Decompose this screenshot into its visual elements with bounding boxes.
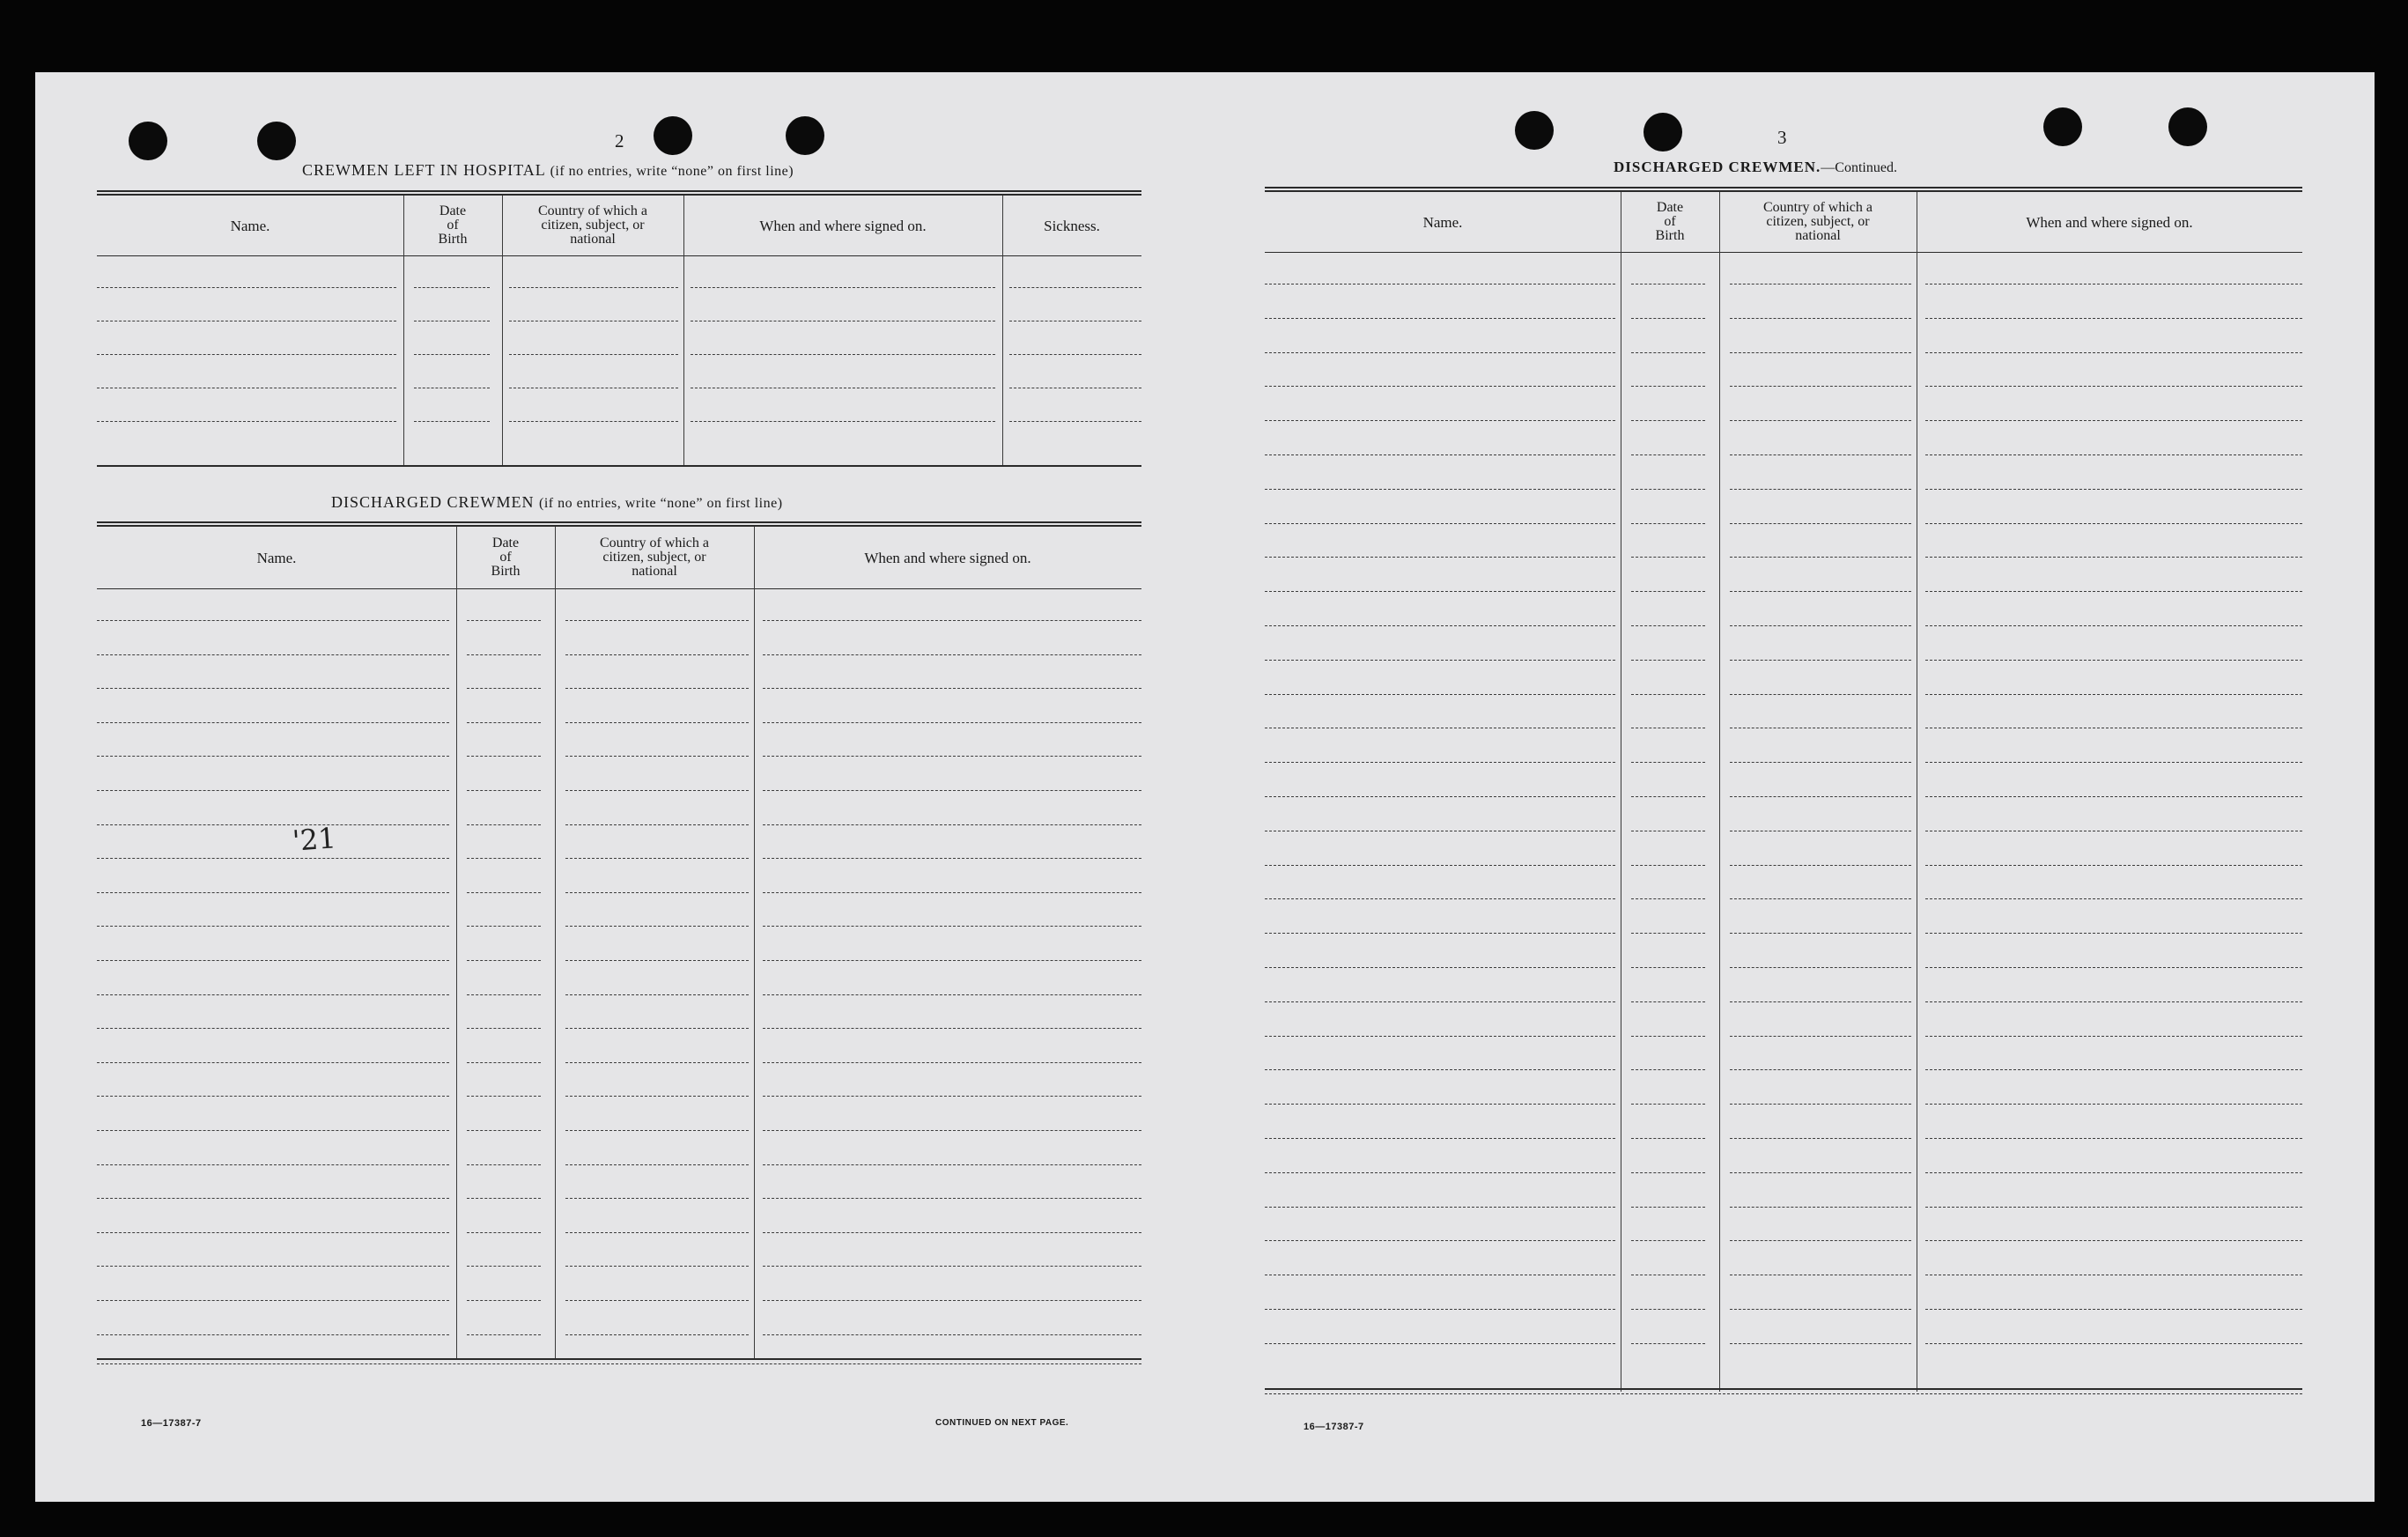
column-divider xyxy=(1719,192,1720,1392)
entry-line xyxy=(1730,489,1911,490)
entry-line xyxy=(1631,1036,1705,1037)
entry-line xyxy=(1631,1309,1705,1310)
entry-line xyxy=(1265,591,1615,592)
document-sheet xyxy=(35,72,2375,1502)
entry-line xyxy=(1730,1104,1911,1105)
entry-line xyxy=(1265,1343,1615,1344)
column-divider xyxy=(403,196,404,465)
entry-line xyxy=(691,287,995,288)
entry-line xyxy=(763,858,1141,859)
entry-line xyxy=(763,756,1141,757)
column-divider xyxy=(456,527,457,1358)
entry-line xyxy=(1265,489,1615,490)
discharged-continued-text: DISCHARGED CREWMEN. xyxy=(1614,159,1821,175)
entry-line xyxy=(97,1198,449,1199)
entry-line xyxy=(509,354,678,355)
entry-line xyxy=(1265,352,1615,353)
form-number-right: 16—17387-7 xyxy=(1304,1422,1364,1432)
entry-line xyxy=(1730,1343,1911,1344)
entry-line xyxy=(1265,1172,1615,1173)
entry-line xyxy=(467,926,541,927)
column-divider xyxy=(502,196,503,465)
entry-line xyxy=(1925,557,2302,558)
entry-line xyxy=(1925,1069,2302,1070)
entry-line xyxy=(1631,1240,1705,1241)
punch-hole xyxy=(786,116,824,155)
column-divider xyxy=(683,196,684,465)
entry-line xyxy=(1265,898,1615,899)
entry-line xyxy=(1730,1309,1911,1310)
entry-line xyxy=(1730,1069,1911,1070)
punch-hole xyxy=(1643,113,1682,151)
entry-line xyxy=(565,1232,749,1233)
entry-line xyxy=(97,1232,449,1233)
entry-line xyxy=(97,620,449,621)
entry-line xyxy=(1925,489,2302,490)
entry-line xyxy=(1631,694,1705,695)
entry-line xyxy=(467,620,541,621)
entry-line xyxy=(1925,591,2302,592)
entry-line xyxy=(467,1028,541,1029)
punch-hole xyxy=(2168,107,2207,146)
entry-line xyxy=(1925,1138,2302,1139)
entry-line xyxy=(1730,933,1911,934)
entry-line xyxy=(1265,523,1615,524)
entry-line xyxy=(1265,318,1615,319)
entry-line xyxy=(1631,523,1705,524)
discharged-instruction: (if no entries, write “none” on first line) xyxy=(539,496,783,511)
entry-line xyxy=(1925,523,2302,524)
entry-line xyxy=(1925,1309,2302,1310)
entry-line xyxy=(1730,865,1911,866)
entry-line xyxy=(1631,1207,1705,1208)
entry-line xyxy=(97,1266,449,1267)
entry-line xyxy=(1631,796,1705,797)
entry-line xyxy=(763,892,1141,893)
punch-hole xyxy=(2043,107,2082,146)
entry-line xyxy=(763,926,1141,927)
table-bottom-rule xyxy=(97,1358,1141,1360)
header-rule xyxy=(97,588,1141,589)
entry-line xyxy=(763,824,1141,825)
entry-line xyxy=(1925,1036,2302,1037)
entry-line xyxy=(1730,1036,1911,1037)
entry-line xyxy=(97,354,396,355)
entry-line xyxy=(1730,318,1911,319)
page-number-left: 2 xyxy=(615,130,624,151)
entry-line xyxy=(1730,898,1911,899)
entry-line xyxy=(1925,318,2302,319)
entry-line xyxy=(565,790,749,791)
entry-line xyxy=(467,1096,541,1097)
punch-hole xyxy=(654,116,692,155)
entry-line xyxy=(1925,386,2302,387)
discharged-continued-title xyxy=(1614,159,1897,176)
entry-line xyxy=(763,1232,1141,1233)
handwritten-mark: '21 xyxy=(291,821,337,858)
entry-line xyxy=(1730,591,1911,592)
column-header-birth: Date of Birth xyxy=(1655,200,1685,243)
entry-line xyxy=(97,1164,449,1165)
header-rule xyxy=(1265,252,2302,253)
entry-line xyxy=(565,1062,749,1063)
entry-line xyxy=(97,1300,449,1301)
entry-line xyxy=(97,1334,449,1335)
entry-line xyxy=(467,1334,541,1335)
entry-line xyxy=(97,892,449,893)
entry-line xyxy=(97,824,449,825)
entry-line xyxy=(1631,318,1705,319)
entry-line xyxy=(763,688,1141,689)
entry-line xyxy=(467,1164,541,1165)
entry-line xyxy=(1265,557,1615,558)
column-divider xyxy=(555,527,556,1358)
entry-line xyxy=(467,756,541,757)
entry-line xyxy=(1265,1309,1615,1310)
entry-line xyxy=(1730,625,1911,626)
entry-line xyxy=(1925,454,2302,455)
entry-line xyxy=(1925,1343,2302,1344)
entry-line xyxy=(1730,694,1911,695)
entry-line xyxy=(97,960,449,961)
entry-line xyxy=(1730,386,1911,387)
entry-line xyxy=(1925,933,2302,934)
punch-hole xyxy=(257,122,296,160)
hospital-title-text: CREWMEN LEFT IN HOSPITAL xyxy=(302,161,546,179)
entry-line xyxy=(97,858,449,859)
entry-line xyxy=(763,654,1141,655)
column-header-signed-on: When and where signed on. xyxy=(2026,213,2193,231)
column-header-name: Name. xyxy=(1422,213,1463,231)
entry-line xyxy=(1631,557,1705,558)
column-divider xyxy=(1002,196,1003,465)
entry-line xyxy=(97,688,449,689)
entry-line xyxy=(1925,1207,2302,1208)
table-top-rule xyxy=(1265,187,2302,192)
entry-line xyxy=(1265,865,1615,866)
entry-line xyxy=(1730,1001,1911,1002)
entry-line xyxy=(1631,1172,1705,1173)
entry-line xyxy=(1730,352,1911,353)
entry-line xyxy=(565,892,749,893)
entry-line xyxy=(97,926,449,927)
entry-line xyxy=(565,654,749,655)
entry-line xyxy=(763,790,1141,791)
entry-line xyxy=(1730,1172,1911,1173)
entry-line xyxy=(565,858,749,859)
entry-line xyxy=(565,1096,749,1097)
entry-line xyxy=(1265,386,1615,387)
entry-line xyxy=(1265,420,1615,421)
entry-line xyxy=(1631,386,1705,387)
entry-line xyxy=(509,287,678,288)
entry-line xyxy=(1631,1001,1705,1002)
entry-line xyxy=(691,421,995,422)
entry-line xyxy=(467,824,541,825)
entry-line xyxy=(467,858,541,859)
entry-line xyxy=(1631,1104,1705,1105)
entry-line xyxy=(763,1266,1141,1267)
hospital-table xyxy=(97,190,1141,470)
entry-line xyxy=(97,1062,449,1063)
entry-line xyxy=(467,1062,541,1063)
entry-line xyxy=(467,722,541,723)
entry-line xyxy=(565,1334,749,1335)
entry-line xyxy=(467,790,541,791)
column-header-signed-on: When and where signed on. xyxy=(864,549,1031,566)
entry-line xyxy=(1265,1036,1615,1037)
continued-note: CONTINUED ON NEXT PAGE. xyxy=(935,1418,1069,1428)
entry-line xyxy=(414,421,490,422)
table-bottom-rule xyxy=(1265,1388,2302,1390)
hospital-section-title xyxy=(302,161,794,180)
entry-line xyxy=(1631,1343,1705,1344)
entry-line xyxy=(1925,660,2302,661)
punch-hole xyxy=(1515,111,1554,150)
entry-line xyxy=(1631,352,1705,353)
entry-line xyxy=(509,421,678,422)
discharged-continued-table xyxy=(1265,187,2302,1420)
entry-line xyxy=(1730,557,1911,558)
entry-line xyxy=(1265,454,1615,455)
entry-line xyxy=(1265,1001,1615,1002)
entry-line xyxy=(1631,489,1705,490)
entry-line xyxy=(1009,354,1141,355)
page-number-right: 3 xyxy=(1777,127,1787,148)
entry-line xyxy=(1265,933,1615,934)
discharged-table xyxy=(97,521,1141,1402)
entry-line xyxy=(467,1300,541,1301)
entry-line xyxy=(763,1198,1141,1199)
entry-line xyxy=(565,1198,749,1199)
entry-line xyxy=(1925,420,2302,421)
entry-line xyxy=(1925,1001,2302,1002)
entry-line xyxy=(1730,1138,1911,1139)
entry-line xyxy=(763,1300,1141,1301)
entry-line xyxy=(1631,1138,1705,1139)
entry-line xyxy=(1925,625,2302,626)
entry-line xyxy=(97,1028,449,1029)
entry-line xyxy=(565,688,749,689)
entry-line xyxy=(565,824,749,825)
entry-line xyxy=(467,960,541,961)
table-top-rule xyxy=(97,190,1141,196)
punch-hole xyxy=(129,122,167,160)
entry-line xyxy=(1009,287,1141,288)
entry-line xyxy=(1631,1069,1705,1070)
entry-line xyxy=(1265,967,1615,968)
entry-line xyxy=(1009,421,1141,422)
entry-line xyxy=(1265,694,1615,695)
entry-line xyxy=(1265,1207,1615,1208)
column-header-sickness: Sickness. xyxy=(1044,217,1100,234)
entry-line xyxy=(691,354,995,355)
entry-line xyxy=(1631,660,1705,661)
entry-line xyxy=(1265,796,1615,797)
entry-line xyxy=(467,1232,541,1233)
entry-line xyxy=(565,756,749,757)
entry-line xyxy=(1631,865,1705,866)
discharged-section-title xyxy=(331,493,783,512)
column-divider xyxy=(754,527,755,1358)
entry-line xyxy=(1730,967,1911,968)
entry-line xyxy=(763,1164,1141,1165)
entry-line xyxy=(414,354,490,355)
table-bottom-rule-dashed xyxy=(97,1363,1141,1364)
entry-line xyxy=(467,994,541,995)
entry-line xyxy=(97,421,396,422)
entry-line xyxy=(763,1334,1141,1335)
entry-line xyxy=(97,994,449,995)
entry-line xyxy=(1631,898,1705,899)
entry-line xyxy=(467,688,541,689)
entry-line xyxy=(97,1096,449,1097)
form-number-left: 16—17387-7 xyxy=(141,1418,202,1429)
column-header-name: Name. xyxy=(256,549,297,566)
table-bottom-rule xyxy=(97,465,1141,467)
entry-line xyxy=(565,722,749,723)
entry-line xyxy=(1925,1104,2302,1105)
entry-line xyxy=(1925,352,2302,353)
entry-line xyxy=(1265,1104,1615,1105)
continued-label: —Continued. xyxy=(1821,160,1897,175)
entry-line xyxy=(97,1130,449,1131)
entry-line xyxy=(565,620,749,621)
entry-line xyxy=(1631,933,1705,934)
entry-line xyxy=(763,1028,1141,1029)
entry-line xyxy=(763,1062,1141,1063)
entry-line xyxy=(1631,967,1705,968)
entry-line xyxy=(1730,454,1911,455)
column-header-country: Country of which a citizen, subject, or national xyxy=(1763,200,1872,243)
entry-line xyxy=(1631,420,1705,421)
entry-line xyxy=(565,1266,749,1267)
entry-line xyxy=(1730,420,1911,421)
entry-line xyxy=(1265,1240,1615,1241)
column-header-country: Country of which a citizen, subject, or national xyxy=(538,203,647,247)
entry-line xyxy=(763,960,1141,961)
entry-line xyxy=(467,654,541,655)
entry-line xyxy=(1730,660,1911,661)
entry-line xyxy=(565,926,749,927)
column-header-birth: Date of Birth xyxy=(491,536,521,579)
entry-line xyxy=(565,1164,749,1165)
entry-line xyxy=(763,1096,1141,1097)
column-header-signed-on: When and where signed on. xyxy=(759,217,927,234)
entry-line xyxy=(1925,967,2302,968)
entry-line xyxy=(1925,865,2302,866)
entry-line xyxy=(763,620,1141,621)
entry-line xyxy=(1730,796,1911,797)
entry-line xyxy=(414,287,490,288)
entry-line xyxy=(1925,762,2302,763)
entry-line xyxy=(565,960,749,961)
entry-line xyxy=(97,287,396,288)
entry-line xyxy=(763,994,1141,995)
entry-line xyxy=(1925,1240,2302,1241)
entry-line xyxy=(763,1130,1141,1131)
entry-line xyxy=(1265,762,1615,763)
entry-line xyxy=(1925,796,2302,797)
column-header-name: Name. xyxy=(230,217,270,234)
entry-line xyxy=(1730,762,1911,763)
entry-line xyxy=(467,1198,541,1199)
entry-line xyxy=(1631,625,1705,626)
entry-line xyxy=(1265,625,1615,626)
entry-line xyxy=(97,722,449,723)
header-rule xyxy=(97,255,1141,256)
column-header-country: Country of which a citizen, subject, or national xyxy=(600,536,709,579)
entry-line xyxy=(1730,523,1911,524)
entry-line xyxy=(1265,1069,1615,1070)
entry-line xyxy=(1925,694,2302,695)
entry-line xyxy=(1631,454,1705,455)
entry-line xyxy=(1925,898,2302,899)
hospital-instruction: (if no entries, write “none” on first line) xyxy=(550,164,794,179)
entry-line xyxy=(97,790,449,791)
column-header-birth: Date of Birth xyxy=(438,203,468,247)
entry-line xyxy=(1265,660,1615,661)
entry-line xyxy=(1631,591,1705,592)
entry-line xyxy=(97,654,449,655)
discharged-title-text: DISCHARGED CREWMEN xyxy=(331,493,535,511)
entry-line xyxy=(565,994,749,995)
entry-line xyxy=(97,756,449,757)
table-top-rule xyxy=(97,521,1141,527)
entry-line xyxy=(763,722,1141,723)
entry-line xyxy=(1730,1240,1911,1241)
entry-line xyxy=(1925,1172,2302,1173)
entry-line xyxy=(467,1130,541,1131)
entry-line xyxy=(565,1300,749,1301)
entry-line xyxy=(1265,1138,1615,1139)
entry-line xyxy=(565,1130,749,1131)
entry-line xyxy=(1631,762,1705,763)
entry-line xyxy=(1730,1207,1911,1208)
entry-line xyxy=(565,1028,749,1029)
entry-line xyxy=(467,1266,541,1267)
table-bottom-rule-dashed xyxy=(1265,1393,2302,1394)
entry-line xyxy=(467,892,541,893)
